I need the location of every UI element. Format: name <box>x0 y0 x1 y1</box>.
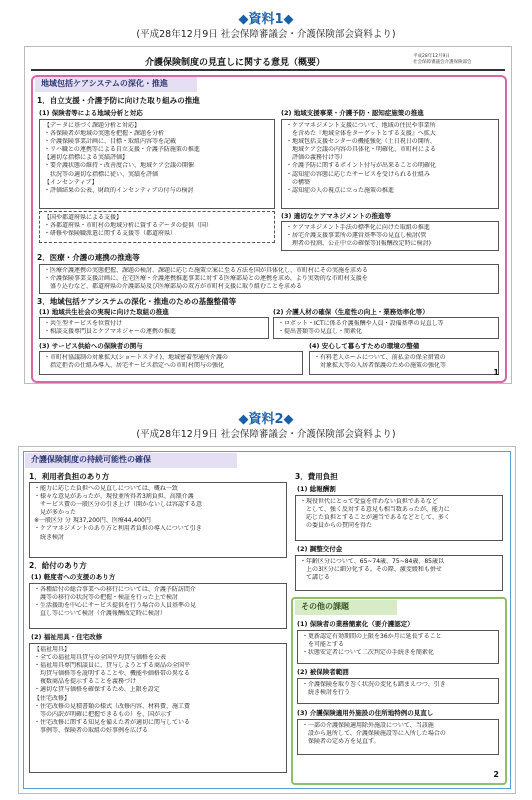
doc1-s2-box: ・医療介護連携の実態把握、課題の検討、課題に応じた施策立案に至る方法を国が具体化し、市町村にその実施を求める ・介護保険事業支援計画に、在宅医療・介護連携推進事業に対する医療部局との連携を求め、より実効的な市町村支援を 盛り込むなど、都道府県の介護部局及び医療部局の双方が市町村支援に取り組むことを求める <box>39 264 499 294</box>
doc2-s3-1-heading: (1) 総報酬割 <box>297 485 336 493</box>
doc1-s3-3-heading: (3) サービス供給への保険者の関与 <box>39 342 143 350</box>
doc2-s2-2-box: 【福祉用具】 ・全ての福祉用具貸与の全国平均貸与価格を公表 ・福祉用具専門相談員に、貸与しようとする商品の全国平 均貸与価格等を説明することや、機能や価格帯の異なる 複数商品を提示することを義務づけ ・適切な貸与価格を確保するため、上限を設定 【住宅改修】 ・住宅改修の見積書類の様式（改修内容、材料費、施工費 等の内訳が明確に把握できるもの）を、国が示す ・住宅改修に関する知見を備えた者が適切に関与している 事例等、保険者の取組の好事例を広げる <box>29 643 287 773</box>
doc1-source: (平成28年12月9日 社会保障審議会・介護保険部会資料より) <box>136 29 396 40</box>
doc1-s1-1-box <box>39 119 275 209</box>
doc1-s3-1-heading: (1) 地域共生社会の実現に向けた取組の推進 <box>39 308 169 316</box>
doc2-slide <box>18 446 516 794</box>
doc2-s3-heading: 3．費用負担 <box>295 472 338 481</box>
doc1-s2-heading: 2．医療・介護の連携の推進等 <box>37 253 140 262</box>
doc2-o3-heading: (3) 介護保険適用外施設の住所地特例の見直し <box>297 709 434 717</box>
doc2-page-number: 2 <box>493 770 499 779</box>
doc2-s1-box: ・能力に応じた負担への見直しについては、概ね一致 ・様々な意見があったが、現役並所得者3割負担、高額介護 サービス費の一般区分の引き上げ（開かないしは容認する意 見が多かった ※一般区分 分 現37,200円、医療44,400円 ・ケアマネジメントのあり方と利用者負担の導入について引き 続き検討 <box>29 482 287 558</box>
doc1-title: 介護保険制度の見直しに関する意見（概要） <box>145 58 326 68</box>
doc1-s1-heading: 1．自立支援・介護予防に向けた取り組みの推進 <box>37 96 200 105</box>
doc1-page-number: 1 <box>493 368 499 377</box>
doc1-s3-4-heading: (4) 安心して暮らすための環境の整備 <box>309 342 420 350</box>
doc2-heading: ◆資料2◆ <box>238 412 294 427</box>
doc2-s1-heading: 1．利用者負担のあり方 <box>29 472 110 481</box>
doc1-s1-3-heading: (3) 適切なケアマネジメントの推進等 <box>281 212 392 220</box>
doc2-s2-2-heading: (2) 福祉用具・住宅改修 <box>31 633 103 641</box>
doc1-pref-support-box: 【国や都道府県による支援】 ・各都道府県・市町村の地域分析に資するデータの提供（国） ・研修や保険職派遣に関する支援等（都道府県） <box>39 211 275 243</box>
doc2-o2-heading: (2) 被保険者範囲 <box>297 668 349 676</box>
doc2-o1-box: ・更新認定有効期間の上限を36か月に延長すること を可能とする ・状態安定者について二次判定の手続きを簡素化 <box>297 630 499 664</box>
doc1-heading: ◆資料1◆ <box>238 12 294 27</box>
doc2-other-bar: その他の課題 <box>295 600 397 615</box>
doc1-s3-3-box: ・市町村協議制の対象拡大(ショートステイ)、地域密着型通所介護の 指定拒否の仕組み導入、居宅サービス指定への市町村関与の強化 <box>39 351 303 375</box>
doc2-s3-2-box: ・年齢区分について、65~74歳、75~84歳、85歳以 上の3区分に細分化する。その際、激変緩和も併せ て講じる <box>295 555 503 591</box>
doc2-s2-heading: 2．給付のあり方 <box>29 561 87 570</box>
doc1-s3-1-box: ・共生型サービスを位置付け ・相談支援専門員とケアマネジャーの連携の推進 <box>39 317 269 339</box>
doc1-s1-1-lines: 【データに基づく課題分析と対応】 ・各保険者が地域の実態を把握・課題を分析 ・介護保険事業計画に、目標・取組内容等を記載 ・リハ職との連携等による自立支援・介護予防施策の推進 【適切な指標による実績評価】 ・要介護状態の維持・改善度合い、地域ケア会議の開催 状況等の適切な指標に従い、実績を評価 【インセンティブ】 ・評価結果の公表、財政的インセンティブの付与の検討 <box>44 122 200 194</box>
doc1-s1-2-heading: (2) 地域支援事業・介護予防・認知症施策の推進 <box>281 109 424 117</box>
doc2-s2-1-box: ・各種給付の総合事業への移行については、介護予防訪問介 護等の移行の状況等の把握・検証を行った上で検討 ・生活援助を中心にサービス提供を行う場合の人員基準の見 直し等について検討（介護報酬改定時に検討） <box>29 583 287 629</box>
doc2-source: (平成28年12月9日 社会保障審議会・介護保険部会資料より) <box>136 429 396 440</box>
doc2-o1-heading: (1) 保険者の業務簡素化（要介護認定） <box>297 620 414 628</box>
doc1-s3-4-box: ・有料老人ホームについて、前払金の保全措置の 対象拡大等の入居者保護のための施策の強化等 <box>309 351 499 375</box>
doc2-o2-box: ・介護保険を取り巻く状況の変化も踏まえつつ、引き 続き検討を行う <box>297 678 499 704</box>
doc2-o3-box: ・一部の介護保険適用除外施設について、当該施 設から退所して、介護保険施設等に入所した場合の 保険者の定め方を見直す。 <box>297 719 499 755</box>
doc1-s1-3-box: ・ケアマネジメント手法の標準化に向けた取組の推進 ・居宅介護支援事業所の運営基準等の見直し検討(管 理者の役割、公正中立の確保等)(報酬改定時に検討) <box>281 221 499 251</box>
doc1-date-note: 平成28年12月9日 社会保障審議会介護保険部会 <box>413 54 472 66</box>
doc1-s3-heading: 3．地域包括ケアシステムの深化・推進のための基盤整備等 <box>37 297 237 306</box>
doc1-s1-2-box: ・ケアマネジメント支援について、地域の住民や事業所 を含めた『地域全体をターゲットとする支援』へ拡大 ・地域包括支援センターの機能強化（土日祝日の開所、 地域ケア会議の内容の具体化・明確化、市町村による 評価の義務付け等） ・介護予防に関するポイント付与が出来ることの明確化 ・認知症の容態に応じたサービスを受けられる仕組み の構築 ・認知症の人の視点に立った施策の推進 <box>281 119 499 209</box>
doc1-slide <box>24 46 512 384</box>
doc1-s3-2-heading: (2) 介護人材の確保（生産性の向上・業務効率化等） <box>273 308 429 316</box>
doc2-s3-2-heading: (2) 調整交付金 <box>297 545 343 553</box>
doc1-section-bar: 地域包括ケアシステムの深化・推進 <box>35 77 197 92</box>
doc2-section-bar: 介護保険制度の持続可能性の確保 <box>25 453 237 468</box>
doc1-s1-1-heading: (1) 保険者等による地域分析と対応 <box>39 109 143 117</box>
doc2-s2-1-heading: (1) 軽度者への支援のあり方 <box>31 573 116 581</box>
doc1-s3-2-box: ・ロボット・ICTに係る介護報酬や人員・設備基準の見直し等 ・提出書類等の見直し・簡素化 <box>273 317 499 339</box>
doc2-s3-1-box: ・現役世代にとって受益を伴わない負担であるなど として、強く反対する意見も相当数あったが、能力に 応じた負担とすることが適当であるなどとして、多く の委員からの賛同を得た <box>295 495 503 541</box>
